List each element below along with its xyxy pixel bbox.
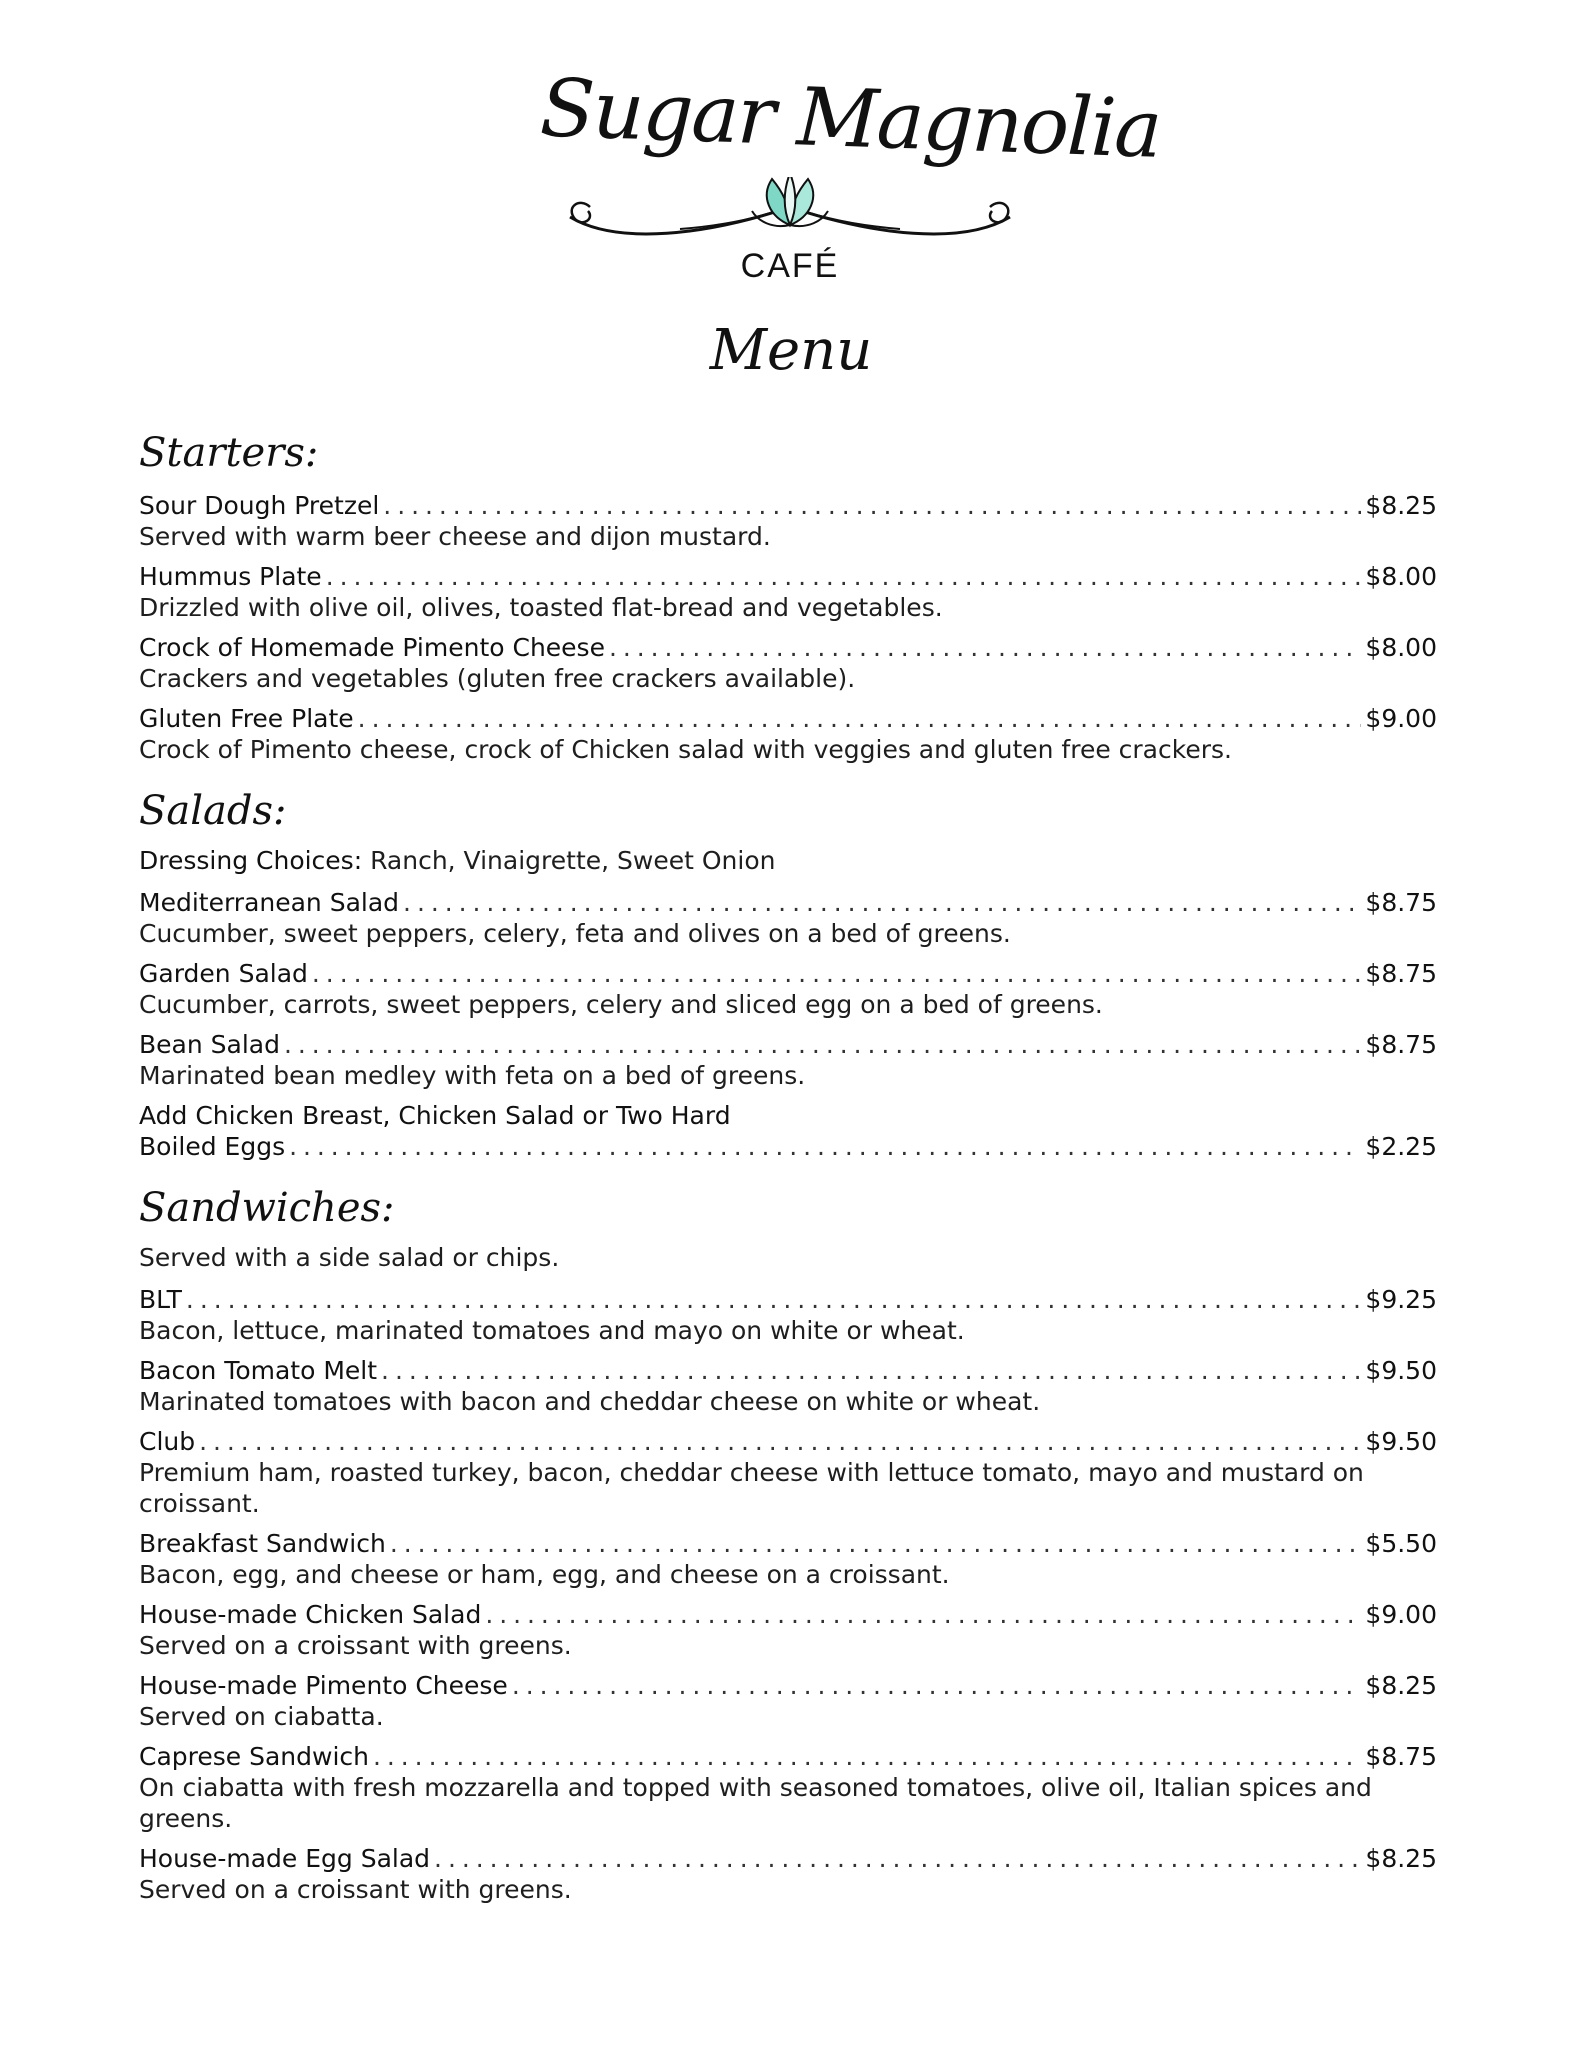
item-price: $9.25 [1365,1285,1437,1314]
dot-leader [381,1355,1361,1386]
item-price: $8.00 [1365,562,1437,591]
item-description: Crock of Pimento cheese, crock of Chicken salad with veggies and gluten free crackers. [139,735,1232,764]
dot-leader [186,1284,1362,1315]
dot-leader [312,958,1362,989]
item-name: Caprese Sandwich [139,1742,369,1771]
note-text: Ranch, Vinaigrette, Sweet Onion [362,846,776,875]
item-price: $9.50 [1365,1427,1437,1456]
dot-leader [326,561,1362,592]
dot-leader [485,1599,1361,1630]
item-description: Drizzled with olive oil, olives, toasted flat-bread and vegetables. [139,593,943,622]
item-price: $9.00 [1365,704,1437,733]
menu-item [139,1355,1437,1417]
item-description: Served with warm beer cheese and dijon mustard. [139,522,771,551]
menu-title: Menu [709,318,873,383]
item-name: BLT [139,1285,182,1314]
logo [538,61,1162,292]
item-description: Served on a croissant with greens. [139,1631,572,1660]
item-description: Premium ham, roasted turkey, bacon, cheddar cheese with lettuce tomato, mayo and mustard on croissant. [139,1458,1364,1518]
item-description: Bacon, lettuce, marinated tomatoes and mayo on white or wheat. [139,1316,965,1345]
item-price: $8.75 [1365,1030,1437,1059]
section-starters [139,425,1437,765]
item-name: House-made Egg Salad [139,1844,431,1873]
item-description: Bacon, egg, and cheese or ham, egg, and cheese on a croissant. [139,1560,950,1589]
dot-leader [383,490,1361,521]
item-description: On ciabatta with fresh mozzarella and topped with seasoned tomatoes, olive oil, Italian spices and greens. [139,1773,1372,1833]
item-name: Gluten Free Plate [139,704,354,733]
dressing-note [139,845,1437,877]
dot-leader [199,1426,1361,1457]
menu-item [139,1599,1437,1661]
item-name: Breakfast Sandwich [139,1529,386,1558]
item-price: $8.25 [1365,1671,1437,1700]
item-name-prefix: Add Chicken Breast, Chicken Salad or Two Hard [139,1101,731,1130]
menu-item [139,1426,1437,1519]
dot-leader [609,632,1361,663]
note-text: Served with a side salad or chips. [139,1243,560,1272]
item-price: $9.50 [1365,1356,1437,1385]
item-price: $8.75 [1365,959,1437,988]
logo-subtitle: CAFÉ [740,247,840,285]
dot-leader [403,887,1361,918]
item-name: Club [139,1427,196,1456]
dot-leader [390,1528,1362,1559]
menu-item [139,1741,1437,1834]
dot-leader [358,703,1362,734]
item-name: House-made Chicken Salad [139,1600,482,1629]
item-price: $2.25 [1365,1132,1437,1161]
logo-name: Sugar Magnolia [538,61,1162,176]
dot-leader [512,1670,1362,1701]
dot-leader [373,1741,1361,1772]
item-price: $8.75 [1365,888,1437,917]
menu-item [139,958,1437,1020]
item-price: $8.25 [1365,491,1437,520]
item-name: Bacon Tomato Melt [139,1356,378,1385]
item-description: Marinated bean medley with feta on a bed of greens. [139,1061,806,1090]
item-price: $8.25 [1365,1844,1437,1873]
item-name: Sour Dough Pretzel [139,491,380,520]
item-price: $8.00 [1365,633,1437,662]
item-name: Boiled Eggs [139,1132,286,1161]
magnolia-flourish-icon [560,177,1020,247]
item-name: Hummus Plate [139,562,322,591]
menu-item [139,632,1437,694]
item-description: Served on a croissant with greens. [139,1875,572,1904]
menu-item [139,703,1437,765]
sides-note [139,1242,1437,1274]
item-price: $5.50 [1365,1529,1437,1558]
item-name: Bean Salad [139,1030,280,1059]
item-name: Mediterranean Salad [139,888,400,917]
note-label: Dressing Choices: [139,846,363,875]
menu-item [139,1284,1437,1346]
item-description: Crackers and vegetables (gluten free crackers available). [139,664,856,693]
menu-item [139,561,1437,623]
menu-item [139,887,1437,949]
dot-leader [284,1029,1361,1060]
menu-item [139,1843,1437,1905]
section-salads [139,783,1437,1162]
item-name: House-made Pimento Cheese [139,1671,508,1700]
section-heading: Salads: [139,788,287,834]
item-description: Served on ciabatta. [139,1702,384,1731]
dot-leader [289,1131,1361,1162]
menu-item [139,1029,1437,1091]
item-name: Garden Salad [139,959,308,988]
item-name: Crock of Homemade Pimento Cheese [139,633,605,662]
section-sandwiches [139,1180,1437,1905]
menu-item [139,490,1437,552]
item-price: $9.00 [1365,1600,1437,1629]
section-heading: Sandwiches: [139,1185,395,1231]
item-description: Cucumber, sweet peppers, celery, feta and olives on a bed of greens. [139,919,1011,948]
menu-item [139,1100,1437,1162]
menu-content [139,425,1437,1923]
menu-item [139,1670,1437,1732]
item-description: Marinated tomatoes with bacon and cheddar cheese on white or wheat. [139,1387,1041,1416]
menu-item [139,1528,1437,1590]
item-price: $8.75 [1365,1742,1437,1771]
item-description: Cucumber, carrots, sweet peppers, celery and sliced egg on a bed of greens. [139,990,1103,1019]
section-heading: Starters: [139,430,319,476]
dot-leader [434,1843,1361,1874]
